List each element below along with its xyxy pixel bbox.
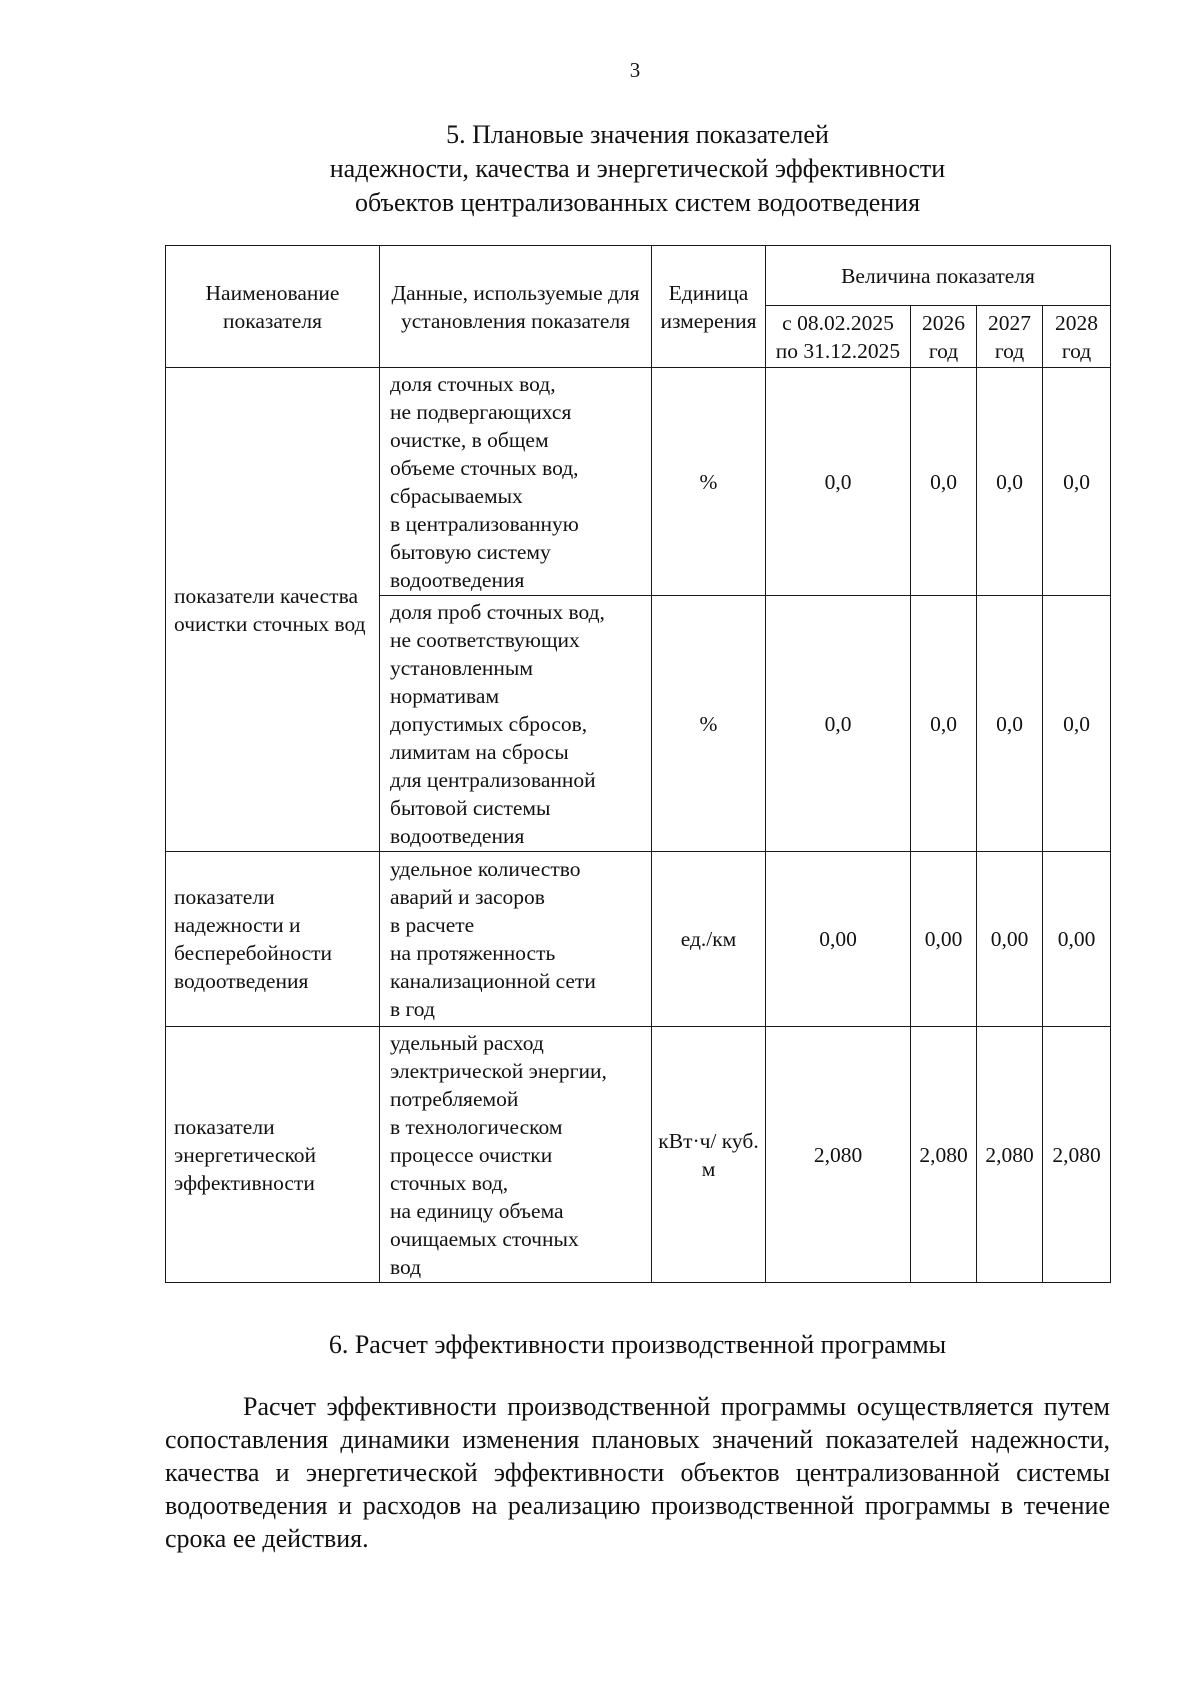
- value-cell: 0,00: [1043, 852, 1111, 1027]
- table-row: [166, 1027, 1111, 1283]
- indicator-data-line: водоотведения: [390, 823, 525, 848]
- indicators-table: [165, 245, 1111, 1283]
- indicator-data-line: аварий и засоров: [390, 885, 545, 909]
- indicator-data: [380, 852, 652, 1027]
- indicator-data-line: процессе очистки: [390, 1142, 553, 1167]
- indicator-data-line: удельный расход: [390, 1030, 544, 1055]
- indicator-data-line: нормативам: [390, 683, 500, 708]
- indicator-data: [380, 1027, 652, 1283]
- indicator-data-line: не подвергающихся: [390, 399, 572, 424]
- indicator-data-line: вод: [390, 1254, 422, 1279]
- header-data-used: Данные, используемые для установления показателя: [380, 246, 652, 368]
- indicator-data-line: сточных вод,: [390, 1170, 509, 1195]
- header-name: Наименование показателя: [166, 246, 380, 368]
- indicator-data-line: лимитам на сбросы: [390, 739, 569, 764]
- section-6-paragraph: Расчет эффективности производственной программы осуществляется путем сопоставления динамики изменения плановых значений показателей надежности, качества и энергетической эффективности объектов централизованной системы водоотведения и расходов на реализацию производственной программы в течение срока ее действия.: [165, 1392, 1110, 1553]
- indicator-data: [380, 368, 652, 596]
- unit-cell: ед./км: [652, 852, 766, 1027]
- indicator-data-line: в год: [390, 997, 435, 1021]
- indicator-data-line: удельное количество: [390, 857, 581, 881]
- table-row: [166, 852, 1111, 1027]
- unit-cell: кВт·ч/ куб. м: [652, 1027, 766, 1283]
- indicator-data-line: установленным: [390, 655, 533, 680]
- value-cell: 0,0: [911, 368, 977, 596]
- indicator-data-line: электрической энергии,: [390, 1058, 607, 1083]
- header-value-group: Величина показателя: [766, 246, 1111, 306]
- indicator-data-line: доля сточных вод,: [390, 371, 556, 396]
- indicator-data-line: в технологическом: [390, 1114, 563, 1139]
- value-cell: 0,0: [1043, 596, 1111, 852]
- value-cell: 2,080: [977, 1027, 1043, 1283]
- value-cell: 0,00: [766, 852, 911, 1027]
- header-period: 2028 год: [1043, 306, 1111, 368]
- indicator-data-line: на единицу объема: [390, 1198, 564, 1223]
- section-5-title-line: объектов централизованных систем водоотведения: [354, 188, 921, 217]
- value-cell: 2,080: [1043, 1027, 1111, 1283]
- value-cell: 0,00: [911, 852, 977, 1027]
- header-period: 2026 год: [911, 306, 977, 368]
- value-cell: 0,0: [911, 596, 977, 852]
- header-period: 2027 год: [977, 306, 1043, 368]
- indicator-data-line: доля проб сточных вод,: [390, 599, 605, 624]
- indicator-data-line: бытовой системы: [390, 795, 551, 820]
- group-name: показатели надежности и бесперебойности водоотведения: [166, 852, 380, 1027]
- section-5-title-line: 5. Плановые значения показателей: [446, 120, 829, 149]
- unit-cell: %: [652, 368, 766, 596]
- header-period: с 08.02.2025 по 31.12.2025: [766, 306, 911, 368]
- indicator-data-line: водоотведения: [390, 567, 525, 592]
- indicator-data-line: допустимых сбросов,: [390, 711, 588, 736]
- indicator-data-line: сбрасываемых: [390, 483, 523, 508]
- table-row: [166, 368, 1111, 596]
- section-5-title: [165, 118, 1110, 220]
- value-cell: 0,0: [766, 596, 911, 852]
- indicator-data-line: очищаемых сточных: [390, 1226, 579, 1251]
- indicator-data-line: канализационной сети: [390, 969, 596, 993]
- group-name: показатели качества очистки сточных вод: [166, 368, 380, 852]
- value-cell: 0,0: [977, 596, 1043, 852]
- value-cell: 0,0: [1043, 368, 1111, 596]
- header-unit: Единица измерения: [652, 246, 766, 368]
- value-cell: 0,0: [977, 368, 1043, 596]
- section-5-title-line: надежности, качества и энергетической эффективности: [329, 154, 946, 183]
- indicator-data-line: бытовую систему: [390, 539, 551, 564]
- indicator-data-line: не соответствующих: [390, 627, 580, 652]
- value-cell: 0,0: [766, 368, 911, 596]
- value-cell: 2,080: [766, 1027, 911, 1283]
- indicator-data-line: для централизованной: [390, 767, 596, 792]
- indicator-data-line: в расчете: [390, 913, 475, 937]
- indicator-data: [380, 596, 652, 852]
- indicator-data-line: на протяженность: [390, 941, 556, 965]
- group-name: показатели энергетической эффективности: [166, 1027, 380, 1283]
- indicator-data-line: в централизованную: [390, 511, 579, 536]
- indicator-data-line: очистке, в общем: [390, 427, 549, 452]
- page-number: 3: [629, 58, 641, 82]
- indicator-data-line: потребляемой: [390, 1086, 519, 1111]
- value-cell: 2,080: [911, 1027, 977, 1283]
- value-cell: 0,00: [977, 852, 1043, 1027]
- section-6-title: 6. Расчет эффективности производственной программы: [328, 1330, 947, 1359]
- unit-cell: %: [652, 596, 766, 852]
- indicator-data-line: объеме сточных вод,: [390, 455, 579, 480]
